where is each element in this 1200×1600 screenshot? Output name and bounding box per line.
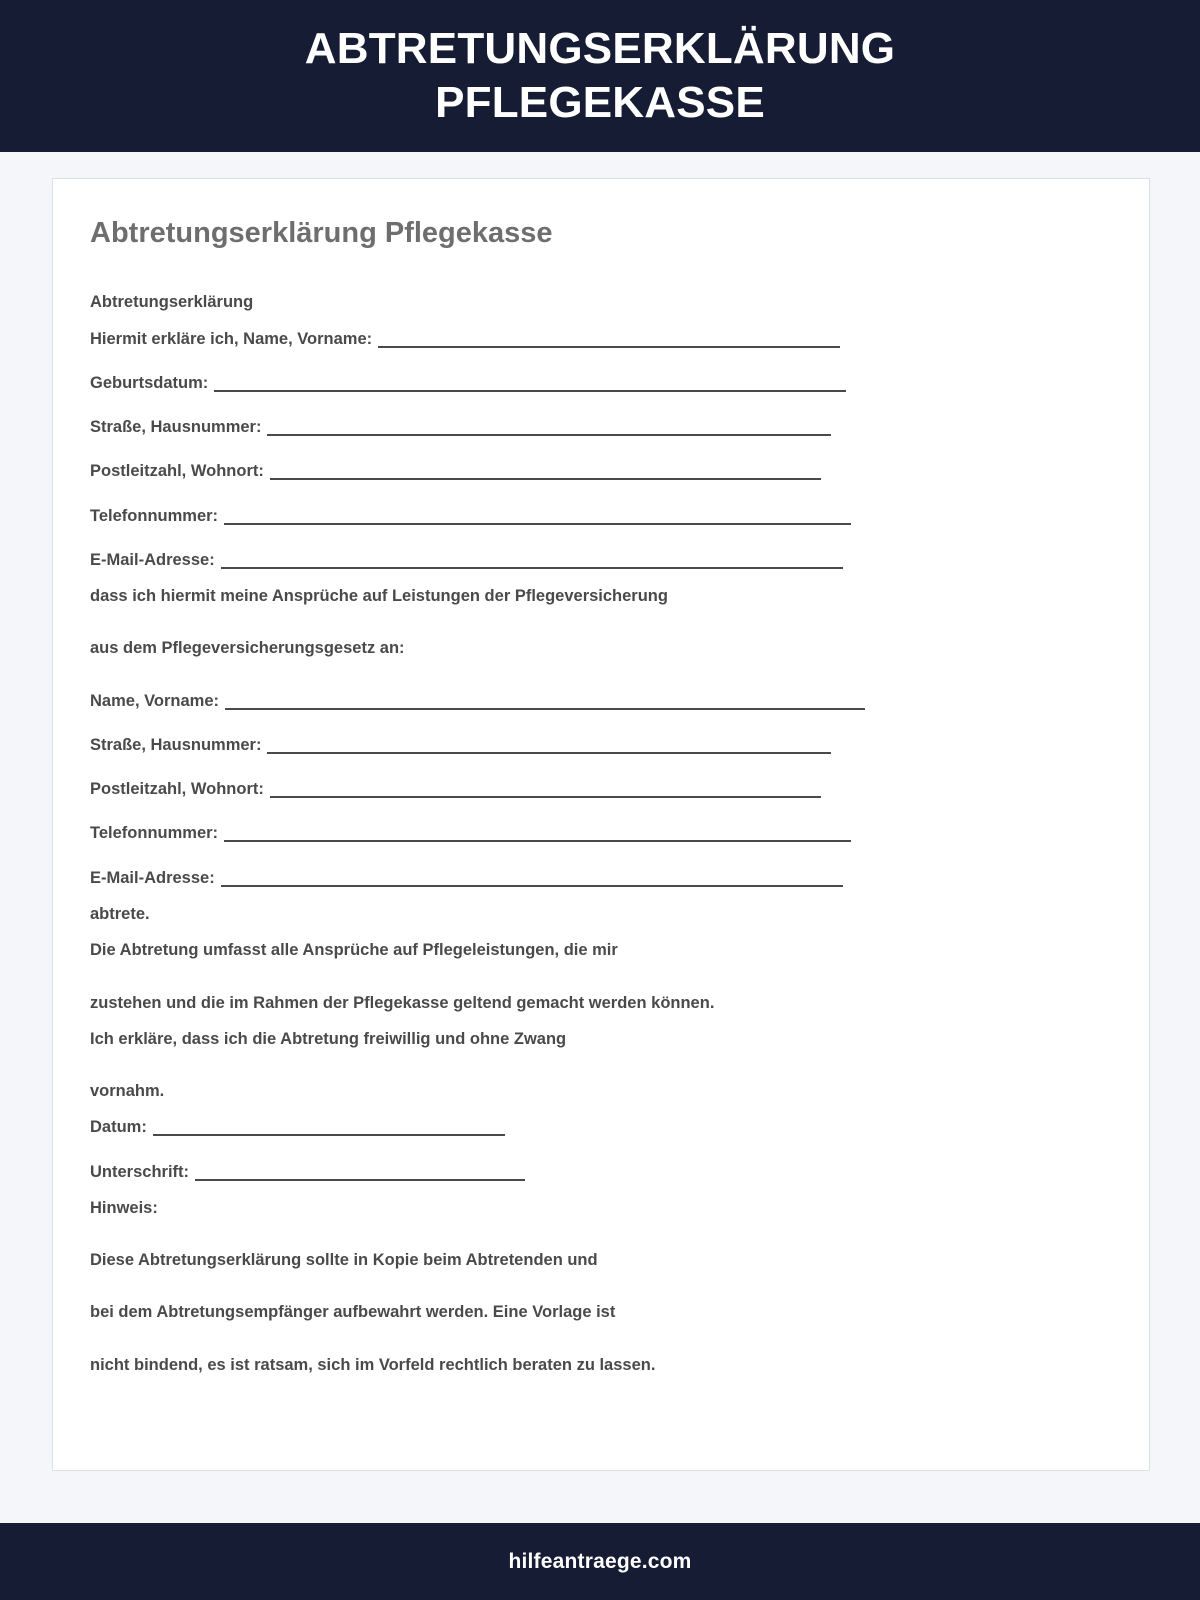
form-field-row [90, 1161, 1107, 1183]
closing-text-line: Die Abtretung umfasst alle Ansprüche auf Pflegeleistungen, die mir [90, 941, 618, 960]
note-heading: Hinweis: [90, 1198, 158, 1217]
field-label: Name, Vorname: [90, 691, 219, 710]
field-rule[interactable] [270, 796, 821, 798]
field-label: Telefonnummer: [90, 506, 219, 525]
note-text-line: nicht bindend, es ist ratsam, sich im Vorfeld rechtlich beraten zu lassen. [90, 1355, 656, 1374]
form-field-row [90, 549, 1107, 571]
field-label: Straße, Hausnummer: [90, 735, 262, 754]
assignor-field-group [90, 328, 1107, 572]
closing-text-line: Ich erkläre, dass ich die Abtretung freiwillig und ohne Zwang [90, 1029, 567, 1048]
field-label: Straße, Hausnummer: [90, 418, 262, 437]
closing-text-line: zustehen und die im Rahmen der Pflegekasse geltend gemacht werden können. [90, 993, 715, 1012]
field-label: Datum: [90, 1118, 147, 1137]
field-rule[interactable] [214, 390, 846, 392]
field-rule[interactable] [221, 567, 843, 569]
form-field-row [90, 1116, 1107, 1138]
field-rule[interactable] [267, 434, 831, 436]
form-field-row [90, 416, 1107, 438]
form-field-row [90, 867, 1107, 889]
field-label: Geburtsdatum: [90, 373, 209, 392]
assignee-field-group [90, 690, 1107, 889]
field-rule[interactable] [224, 840, 851, 842]
field-rule[interactable] [225, 708, 865, 710]
field-rule[interactable] [267, 752, 831, 754]
field-label: Postleitzahl, Wohnort: [90, 780, 264, 799]
intro-heading: Abtretungserklärung [90, 293, 254, 312]
document-body [90, 291, 1107, 1376]
field-rule[interactable] [221, 885, 843, 887]
form-field-row [90, 328, 1107, 350]
site-footer [0, 1523, 1200, 1600]
form-field-row [90, 372, 1107, 394]
date-field-rule[interactable] [153, 1134, 505, 1136]
field-rule[interactable] [378, 346, 840, 348]
closing-text-line: vornahm. [90, 1082, 165, 1101]
signature-field-rule[interactable] [195, 1179, 525, 1181]
field-label: Hiermit erkläre ich, Name, Vorname: [90, 329, 373, 348]
field-label: Postleitzahl, Wohnort: [90, 462, 264, 481]
field-rule[interactable] [224, 523, 851, 525]
note-text-line: Diese Abtretungserklärung sollte in Kopie beim Abtretenden und [90, 1251, 598, 1270]
field-label: E-Mail-Adresse: [90, 868, 215, 887]
field-label: E-Mail-Adresse: [90, 550, 215, 569]
note-text-line: bei dem Abtretungsempfänger aufbewahrt werden. Eine Vorlage ist [90, 1303, 616, 1322]
field-rule[interactable] [270, 478, 821, 480]
form-field-row [90, 778, 1107, 800]
form-field-row [90, 505, 1107, 527]
field-label: Unterschrift: [90, 1162, 190, 1181]
form-field-row [90, 690, 1107, 712]
document-card [52, 178, 1150, 1471]
document-title: Abtretungserklärung Pflegekasse [90, 217, 553, 249]
field-label: Telefonnummer: [90, 824, 219, 843]
page-title: ABTRETUNGSERKLÄRUNG PFLEGEKASSE [304, 24, 896, 127]
content-area [0, 152, 1200, 1523]
site-header [0, 0, 1200, 152]
form-field-row [90, 734, 1107, 756]
assignment-text-line: aus dem Pflegeversicherungsgesetz an: [90, 639, 405, 658]
form-field-row [90, 822, 1107, 844]
form-field-row [90, 460, 1107, 482]
closing-text-line: abtrete. [90, 904, 150, 923]
site-name: hilfeantraege.com [508, 1549, 692, 1573]
assignment-text-line: dass ich hiermit meine Ansprüche auf Leistungen der Pflegeversicherung [90, 587, 668, 606]
